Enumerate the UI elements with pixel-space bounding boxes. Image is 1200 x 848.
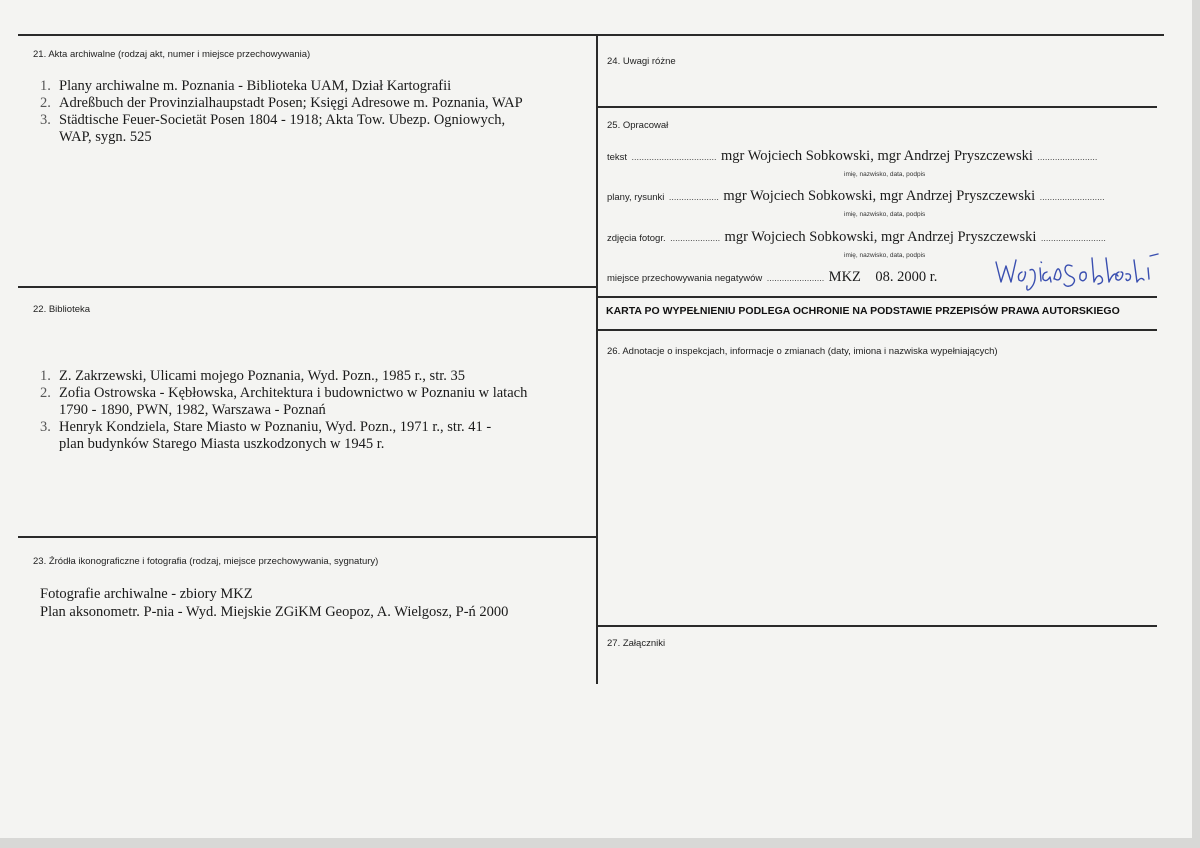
field-row-zdjecia: zdjęcia fotogr. .................... mgr Wojciech Sobkowski, mgr Andrzej Pryszczewski .......................... bbox=[607, 229, 1106, 245]
list-item: 3. Henryk Kondziela, Stare Miasto w Poznaniu, Wyd. Pozn., 1971 r., str. 41 - plan budynków Starego Miasta uszkodzonych w 1945 r. bbox=[40, 419, 492, 452]
rule-22-23 bbox=[18, 536, 597, 538]
list-item: 2. Zofia Ostrowska - Kębłowska, Architektura i budownictwo w Poznaniu w latach 1790 - 1890, PWN, 1982, Warszawa - Poznań bbox=[40, 385, 528, 418]
rule-26-27 bbox=[597, 625, 1157, 627]
handwritten-signature bbox=[992, 252, 1162, 302]
field-row-tekst: tekst .................................. mgr Wojciech Sobkowski, mgr Andrzej Pryszczewski ........................ bbox=[607, 148, 1098, 164]
section-25-label: 25. Opracował bbox=[607, 120, 669, 131]
top-rule bbox=[18, 34, 1164, 36]
center-divider bbox=[596, 34, 598, 684]
rule-notice-26 bbox=[597, 329, 1157, 331]
field-caption: imię, nazwisko, data, podpis bbox=[844, 171, 926, 178]
section-22-label: 22. Biblioteka bbox=[33, 304, 91, 315]
field-caption: imię, nazwisko, data, podpis bbox=[844, 252, 926, 259]
section-21-list bbox=[40, 78, 590, 146]
section-23-label: 23. Źródła ikonograficzne i fotografia (rodzaj, miejsce przechowywania, sygnatury) bbox=[33, 556, 379, 567]
section-21-label: 21. Akta archiwalne (rodzaj akt, numer i miejsce przechowywania) bbox=[33, 49, 311, 60]
section-24-label: 24. Uwagi różne bbox=[607, 56, 676, 67]
list-item: 1. Plany archiwalne m. Poznania - Biblioteka UAM, Dział Kartografii bbox=[40, 78, 452, 94]
copyright-notice: KARTA PO WYPEŁNIENIU PODLEGA OCHRONIE NA PODSTAWIE PRZEPISÓW PRAWA AUTORSKIEGO bbox=[606, 305, 1120, 317]
field-caption: imię, nazwisko, data, podpis bbox=[844, 211, 926, 218]
list-item: 3. Städtische Feuer-Societät Posen 1804 - 1918; Akta Tow. Ubezp. Ogniowych, WAP, sygn. 525 bbox=[40, 112, 506, 145]
section-23-line-2: Plan aksonometr. P-nia - Wyd. Miejskie ZGiKM Geopoz, A. Wielgosz, P-ń 2000 bbox=[40, 604, 509, 620]
field-row-negatives: miejsce przechowywania negatywów ....................... MKZ 08. 2000 r. bbox=[607, 269, 938, 285]
section-27-label: 27. Załączniki bbox=[607, 638, 666, 649]
section-26-label: 26. Adnotacje o inspekcjach, informacje o zmianach (daty, imiona i nazwiska wypełniających) bbox=[607, 346, 998, 357]
rule-24-25 bbox=[597, 106, 1157, 108]
list-item: 1. Z. Zakrzewski, Ulicami mojego Poznania, Wyd. Pozn., 1985 r., str. 35 bbox=[40, 368, 465, 384]
section-22-list bbox=[40, 368, 590, 453]
scan-edge-right bbox=[1192, 0, 1200, 848]
section-23-line-1: Fotografie archiwalne - zbiory MKZ bbox=[40, 586, 253, 602]
rule-21-22 bbox=[18, 286, 597, 288]
field-row-plany: plany, rysunki .................... mgr Wojciech Sobkowski, mgr Andrzej Pryszczewski .......................... bbox=[607, 188, 1105, 204]
list-item: 2. Adreßbuch der Provinzialhaupstadt Posen; Księgi Adresowe m. Poznania, WAP bbox=[40, 95, 523, 111]
scan-edge-bottom bbox=[0, 838, 1200, 848]
